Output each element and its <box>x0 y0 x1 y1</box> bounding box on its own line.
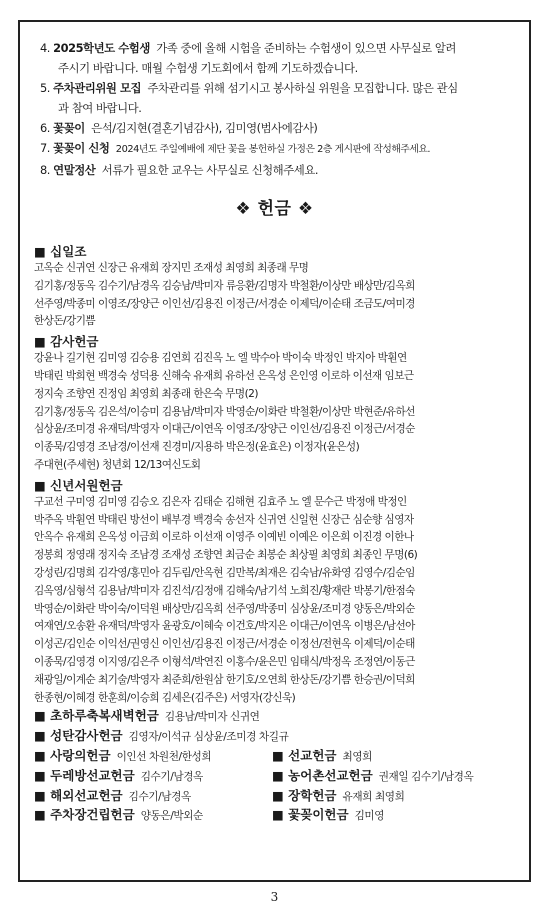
donor-names <box>34 494 515 708</box>
donor-names <box>34 260 515 331</box>
special-offerings <box>34 707 515 826</box>
offering-names: 유재희 최영희 <box>342 790 405 803</box>
bulletin-frame <box>18 20 531 882</box>
notice-item <box>34 38 515 58</box>
offering-row <box>34 806 515 826</box>
notice-list <box>34 38 515 180</box>
donor-line: 한종현/이혜경 한훈희/이승희 김세은(김주은) 서영자(강신욱) <box>34 691 296 704</box>
offering-title: ■ 두레방선교헌금 <box>34 768 135 783</box>
donor-line: 박태린 박희현 백경숙 성덕용 신해숙 유재희 유하선 은옥성 은인영 이로하 이선재 임보근 <box>34 369 414 382</box>
offering-cell <box>34 787 272 807</box>
offering-names: 최영희 <box>342 750 372 763</box>
offering-row <box>34 727 515 747</box>
notice-item <box>34 78 515 98</box>
offering-title: ■ 장학헌금 <box>272 788 336 803</box>
donor-line: 안옥수 유재희 은옥성 이금희 이로하 이선재 이영주 이예빈 이예은 이은희 이진경 이한나 <box>34 531 414 544</box>
offering-title: ■ 주차장건립헌금 <box>34 807 135 822</box>
notice-text: 은석/김지현(결혼기념감사), 김미영(범사에감사) <box>91 121 318 135</box>
donor-line: 여재연/오송환 유재덕/박영자 윤광호/이혜숙 이건호/박지은 이대근/이연옥 이병은/남선아 <box>34 620 415 633</box>
donor-line: 정봉희 정영래 정지숙 조남경 조재성 조향연 최금순 최봉순 최상필 최영희 최종인 무명(6) <box>34 549 418 562</box>
donor-line: 강성린/김명희 김각영/홍민아 김두림/안옥현 김만복/최재은 김숙남/유화영 김영수/김순임 <box>34 566 415 579</box>
offering-row <box>34 747 515 767</box>
offering-cell <box>34 806 272 826</box>
offering-names: 권재일 김수기/남경옥 <box>378 770 474 783</box>
notice-text: 가족 중에 올해 시험을 준비하는 수험생이 있으면 사무실로 알려 <box>156 41 456 55</box>
offering-title: ■ 사랑의헌금 <box>34 748 111 763</box>
donor-line: 정지숙 조향연 진정임 최영희 최종래 한은숙 무명(2) <box>34 387 258 400</box>
donor-line: 이성곤/김인순 이익선/권영신 이인선/김용진 이정근/서경순 이정선/전현옥 이제덕/이순태 <box>34 638 415 651</box>
offering-cell <box>272 806 384 826</box>
notice-number: 6. <box>40 121 50 135</box>
donor-line: 강윤나 길기현 김미영 김승용 김연희 김진옥 노 엘 박수아 박이숙 박정인 박지아 박훤연 <box>34 352 407 365</box>
offering-names: 이인선 차원천/한성희 <box>116 750 212 763</box>
notice-number: 7. <box>40 141 50 155</box>
notice-number: 5. <box>40 81 50 95</box>
offering-cell <box>34 767 272 787</box>
offering-names: 김미영 <box>354 810 385 823</box>
donor-line: 심상윤/조미경 유재덕/박영자 이대근/이연옥 이영조/장양근 이인선/김용진 이정근/서경순 <box>34 423 415 436</box>
notice-keyword: 꽃꽂이 신청 <box>53 141 110 155</box>
donor-line: 주대현(주세현) 청년회 12/13여신도회 <box>34 458 201 471</box>
offering-cell <box>272 747 372 767</box>
offering-names: 김영자/이석규 심상윤/조미경 차길규 <box>128 731 289 744</box>
donor-line: 한상돈/강기쁨 <box>34 315 96 328</box>
donor-line: 김기홍/정동옥 김은석/이승미 김용남/박미자 박영순/이화란 박철환/이상만 박현준/유하선 <box>34 405 415 418</box>
notice-text: 서류가 필요한 교우는 사무실로 신청해주세요. <box>101 163 319 177</box>
offering-title: ■ 해외선교헌금 <box>34 788 123 803</box>
notice-item <box>34 138 515 160</box>
notice-keyword: 연말정산 <box>53 163 96 177</box>
notice-number: 8. <box>40 163 50 177</box>
donor-line: 선주영/박종미 이영조/장양근 이인선/김용진 이정근/서경순 이제덕/이순태 조금도/여미경 <box>34 297 415 310</box>
offering-names: 김수기/남경옥 <box>128 790 191 803</box>
donor-line: 이종묵/김영경 조남경/이선재 진경미/지용하 박은정(윤효은) 이정자(윤은성) <box>34 441 360 454</box>
page-number: 3 <box>270 890 279 904</box>
notice-keyword: 주차관리위원 모집 <box>53 81 142 95</box>
notice-item <box>34 160 515 180</box>
donor-names <box>34 350 515 475</box>
donor-line: 김기홍/정동옥 김수기/남경옥 김승남/박미자 류응환/김명자 박철환/이상만 배상만/김옥희 <box>34 279 415 292</box>
donor-line: 김옥영/심형석 김용남/박미자 김진석/김정애 김해숙/남기석 노희진/황재란 박봉기/한점숙 <box>34 584 415 597</box>
notice-body <box>53 160 318 180</box>
donor-line: 박주옥 박훤연 박태린 방선이 배부경 백경숙 송선자 신귀연 신일현 신장근 심순향 심영자 <box>34 513 414 526</box>
offering-cell <box>34 727 288 747</box>
offering-row <box>34 707 515 727</box>
donor-line: 채광일/이계순 최기술/박영자 최준희/한원삼 한기호/오연희 한상돈/강기쁨 한승권/이덕희 <box>34 673 415 686</box>
offering-title: ■ 성탄감사헌금 <box>34 728 123 743</box>
section-title: ■ 신년서원헌금 <box>34 477 515 494</box>
offering-names: 김수기/남경옥 <box>140 770 203 783</box>
donor-line: 구교선 구미영 김미영 김승오 김은자 김태순 김해현 김효주 노 엘 문수근 박정애 박정인 <box>34 495 407 508</box>
notice-body <box>53 78 458 98</box>
offering-row <box>34 787 515 807</box>
notice-number: 4. <box>40 41 50 55</box>
notice-body <box>53 38 456 58</box>
notice-body <box>53 138 430 160</box>
section-title: ■ 십일조 <box>34 243 515 260</box>
notice-keyword: 꽃꽂이 <box>53 121 85 135</box>
offering-sections <box>34 243 515 707</box>
notice-text: 2024년도 주일예배에 제단 꽃을 봉헌하실 가정은 2층 게시판에 작성해주세요. <box>115 144 431 155</box>
notice-continuation: 주시기 바랍니다. 매월 수험생 기도회에서 함께 기도하겠습니다. <box>58 61 358 75</box>
donor-line: 박영순/이화란 박이숙/이덕원 배상만/김옥희 선주영/박종미 심상윤/조미경 양동은/박외순 <box>34 602 415 615</box>
donor-line: 고옥순 신귀연 신장근 유재희 장지민 조재성 최영희 최종래 무명 <box>34 262 309 274</box>
donor-line: 이종묵/김영경 이지영/김은주 이형석/박연진 이홍수/윤은민 임태식/박정옥 조정연/이동근 <box>34 655 415 668</box>
offering-names: 양동은/박외순 <box>140 810 203 823</box>
notice-keyword: 2025학년도 수험생 <box>53 41 150 55</box>
notice-continuation: 과 참여 바랍니다. <box>58 101 142 115</box>
offering-cell <box>34 747 272 767</box>
offering-title: ■ 꽃꽂이헌금 <box>272 807 349 822</box>
offering-title: ■ 선교헌금 <box>272 748 336 763</box>
offering-cell <box>272 767 473 787</box>
section-title: ■ 감사헌금 <box>34 333 515 350</box>
offering-cell <box>272 787 404 807</box>
notice-body <box>53 118 317 138</box>
offering-title: ■ 농어촌선교헌금 <box>272 768 373 783</box>
offering-heading: ❖ 헌금 ❖ <box>235 199 314 219</box>
offering-title: ■ 초하루축복새벽헌금 <box>34 708 159 723</box>
offering-row <box>34 767 515 787</box>
offering-names: 김용남/박미자 신귀연 <box>164 711 260 724</box>
notice-text: 주차관리를 위해 섬기시고 봉사하실 위원을 모집합니다. 많은 관심 <box>147 81 458 95</box>
notice-item <box>34 118 515 138</box>
offering-cell <box>34 707 260 727</box>
